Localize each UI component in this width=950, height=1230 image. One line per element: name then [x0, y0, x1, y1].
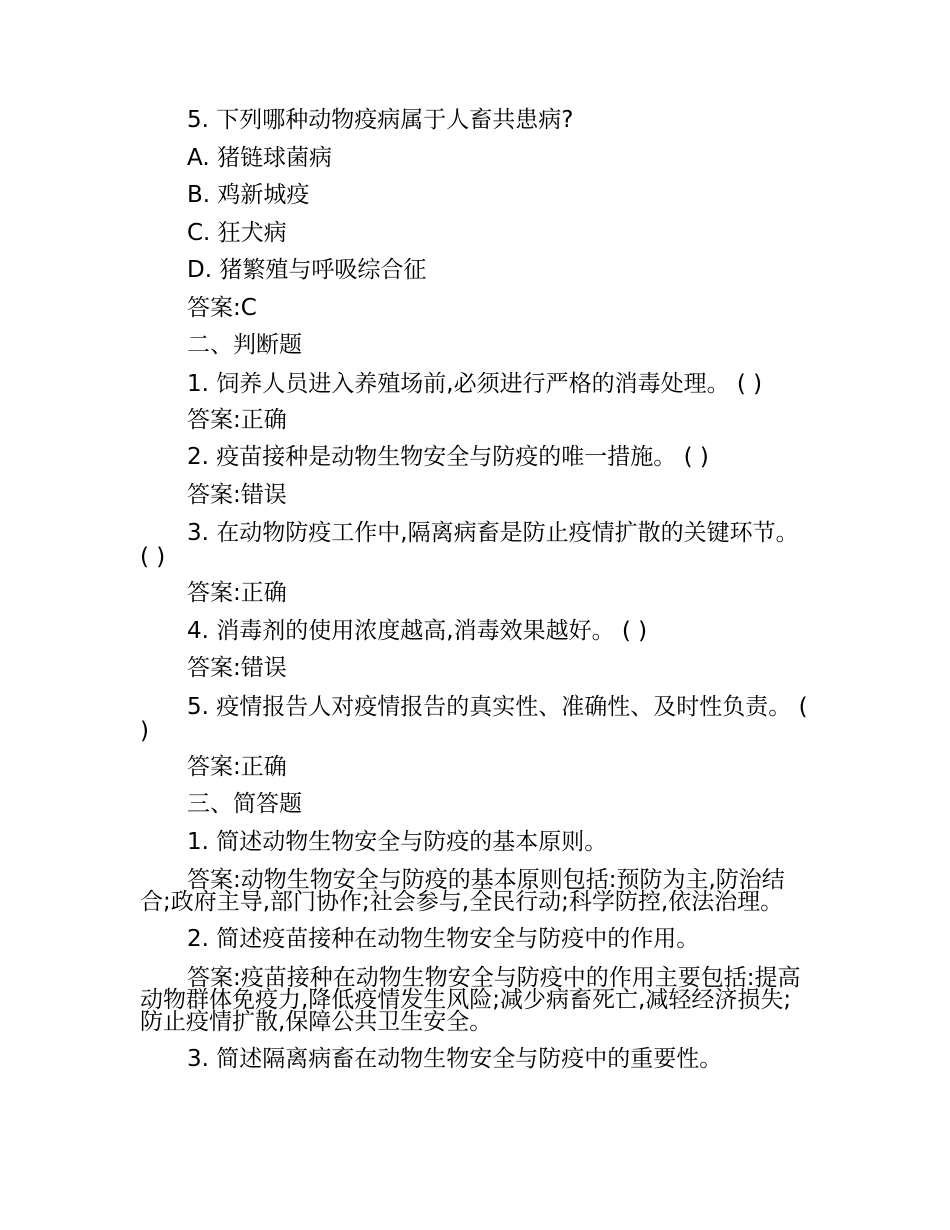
tf-answer-5: 答案:正确 — [187, 753, 287, 780]
sa-question-3: 3. 简述隔离病畜在动物生物安全与防疫中的重要性。 — [187, 1045, 723, 1072]
tf-question-2: 2. 疫苗接种是动物生物安全与防疫的唯一措施。 ( ) — [187, 444, 709, 470]
option-b: B. 鸡新城疫 — [187, 182, 310, 208]
answer-q5: 答案:C — [187, 294, 257, 321]
option-c: C. 狂犬病 — [187, 219, 287, 246]
tf-question-5: 5. 疫情报告人对疫情报告的真实性、准确性、及时性负责。 ( ) — [140, 693, 808, 744]
option-d: D. 猪繁殖与呼吸综合征 — [187, 257, 427, 283]
tf-answer-4: 答案:错误 — [187, 655, 287, 681]
question-5: 5. 下列哪种动物疫病属于人畜共患病? — [187, 107, 574, 133]
section-heading-short-answer: 三、简答题 — [187, 791, 302, 817]
tf-answer-2: 答案:错误 — [187, 481, 287, 508]
sa-question-1: 1. 简述动物生物安全与防疫的基本原则。 — [187, 828, 608, 855]
tf-question-3: 3. 在动物防疫工作中,隔离病畜是防止疫情扩散的关键环节。 ( ) — [140, 520, 799, 570]
section-heading-true-false: 二、判断题 — [187, 332, 302, 358]
tf-question-4: 4. 消毒剂的使用浓度越高,消毒效果越好。 ( ) — [187, 617, 648, 644]
sa-question-2: 2. 简述疫苗接种在动物生物安全与防疫中的作用。 — [187, 926, 700, 952]
sa-answer-2: 答案:疫苗接种在动物生物安全与防疫中的作用主要包括:提高动物群体免疫力,降低疫情发生风险;减少病畜死亡,减轻经济损失;防止疫情扩散,保障公共卫生安全。 — [140, 964, 801, 1035]
tf-question-1: 1. 饲养人员进入养殖场前,必须进行严格的消毒处理。 ( ) — [187, 370, 763, 397]
tf-answer-3: 答案:正确 — [187, 580, 287, 606]
option-a: A. 猪链球菌病 — [187, 144, 332, 171]
document-body — [140, 102, 812, 1078]
sa-answer-1: 答案:动物生物安全与防疫的基本原则包括:预防为主,防治结合;政府主导,部门协作;社会参与,全民行动;科学防控,依法治理。 — [140, 867, 785, 915]
tf-answer-1: 答案:正确 — [187, 406, 287, 433]
